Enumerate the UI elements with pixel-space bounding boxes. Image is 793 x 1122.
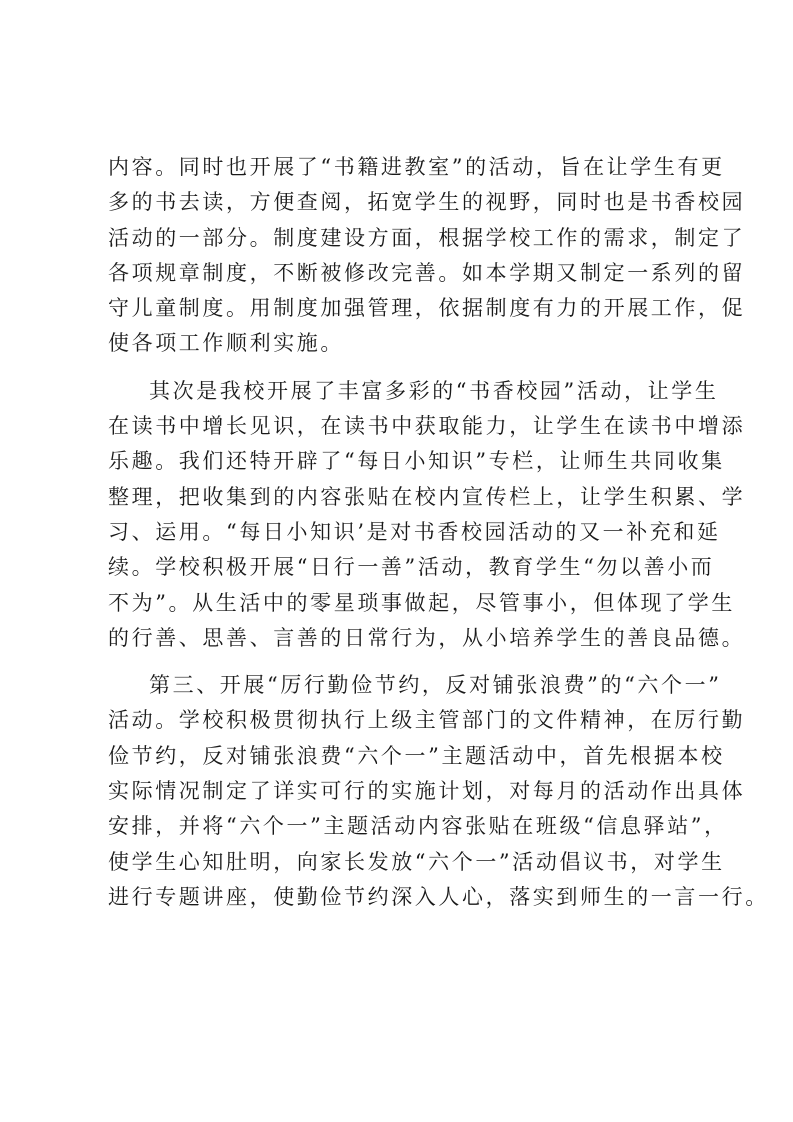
text-line: 在读书中增长见识，在读书中获取能力，让学生在读书中增添: [108, 414, 746, 439]
text-line: 使学生心知肚明，向家长发放“六个一”活动倡议书，对学生: [108, 849, 725, 874]
paragraph-1: [108, 150, 746, 362]
text-line: 多的书去读，方便查阅，拓宽学生的视野，同时也是书香校园: [108, 190, 746, 215]
text-line: 实际情况制定了详实可行的实施计划，对每月的活动作出具体: [108, 779, 746, 804]
text-line: 俭节约，反对铺张浪费“六个一”主题活动中，首先根据本校: [108, 743, 725, 768]
text-line: 整理，把收集到的内容张贴在校内宣传栏上，让学生积累、学: [108, 484, 746, 509]
text-line: 习、运用。“每日小知识’是对书香校园活动的又一补充和延: [108, 519, 721, 544]
text-line: 续。学校积极开展“日行一善”活动，教育学生“勿以善小而: [108, 555, 715, 580]
text-line: 各项规章制度，不断被修改完善。如本学期又制定一系列的留: [108, 260, 746, 285]
text-line: 安排，并将“六个一”主题活动内容张贴在班级“信息驿站”，: [108, 814, 728, 839]
body-text: [108, 150, 769, 915]
paragraph-spacer: [108, 656, 688, 668]
text-line: 第三、开展“厉行勤俭节约，反对铺张浪费”的“六个一”: [149, 673, 722, 698]
paragraph-spacer: [108, 362, 688, 374]
text-line: 的行善、思善、言善的日常行为，从小培养学生的善良品德。: [108, 625, 746, 650]
text-line: 其次是我校开展了丰富多彩的“书香校园”活动，让学生: [149, 378, 719, 403]
text-line: 内容。同时也开展了“书籍进教室”的活动，旨在让学生有更: [108, 155, 725, 179]
text-line: 守儿童制度。用制度加强管理，依据制度有力的开展工作，促: [108, 296, 746, 321]
paragraph-3: [108, 668, 769, 915]
text-line: 活动的一部分。制度建设方面，根据学校工作的需求，制定了: [108, 225, 746, 250]
text-line: 乐趣。我们还特开辟了“每日小知识”专栏，让师生共同收集: [108, 449, 725, 474]
paragraph-2: [108, 374, 746, 656]
text-line: 不为”。从生活中的零星琐事做起，尽管事小，但体现了学生: [108, 590, 735, 615]
text-line: 进行专题讲座，使勤俭节约深入人心，落实到师生的一言一行。: [108, 884, 769, 909]
text-line: 使各项工作顺利实施。: [108, 331, 344, 356]
text-line: 活动。学校积极贯彻执行上级主管部门的文件精神，在厉行勤: [108, 708, 746, 733]
